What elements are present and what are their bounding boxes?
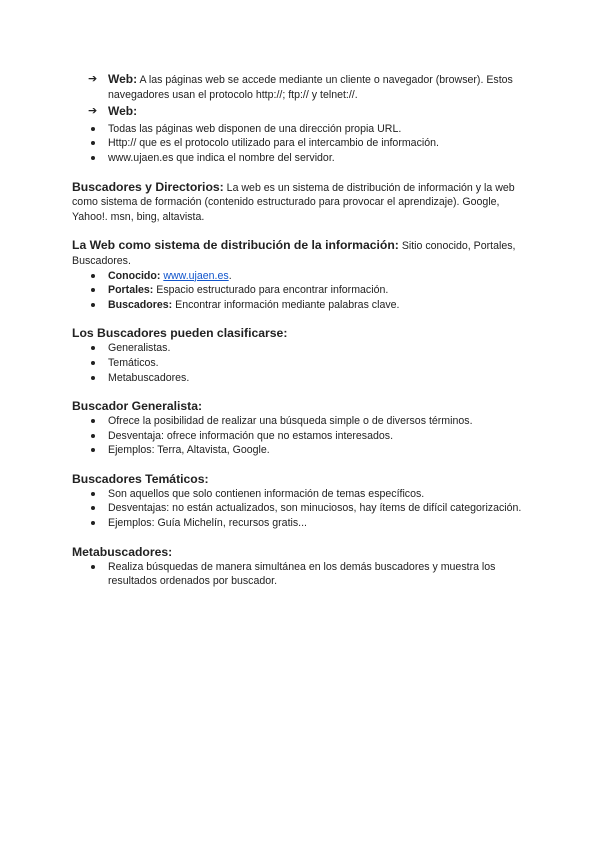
list-item-label: Portales: [108,284,154,297]
clasificacion-bullet-list [72,341,532,385]
list-item-text: Metabuscadores. [108,371,190,384]
list-item-text: Ejemplos: Guía Michelín, recursos gratis... [108,517,308,530]
section-heading: La Web como sistema de distribución de la información: [72,238,399,253]
section-heading: Buscador Generalista: [72,399,203,414]
list-item [72,341,532,356]
arrow-item-label: Web: [108,72,138,86]
bullet-icon [91,141,95,145]
bullet-icon [91,346,95,350]
bullet-icon [91,448,95,452]
list-item [72,151,532,166]
list-item [72,122,532,137]
list-item-text: Son aquellos que solo contienen información de temas específicos. [108,487,425,500]
list-item [72,443,532,458]
bullet-icon [91,288,95,292]
list-item [72,356,532,371]
list-item-text: Temáticos. [108,356,159,369]
list-item-text: Todas las páginas web disponen de una dirección propia URL. [108,122,402,135]
list-item-label: Buscadores: [108,298,173,311]
bullet-icon [91,156,95,160]
arrow-icon: ➔ [88,105,98,118]
list-item-text: . [228,269,232,282]
paragraph-text: Sitio conocido, Portales, Buscadores. [72,240,516,267]
list-item-text: www.ujaen.es que indica el nombre del servidor. [108,151,335,164]
bullet-icon [91,434,95,438]
list-item [72,516,532,531]
document-body [72,72,532,589]
list-item-text: Desventaja: ofrece información que no estamos interesados. [108,429,394,442]
tematicos-bullet-list [72,487,532,531]
section-heading: Los Buscadores pueden clasificarse: [72,326,288,341]
bullet-icon [91,506,95,510]
list-item [72,501,532,516]
bullet-icon [91,303,95,307]
list-item [72,136,532,151]
list-item-label: Conocido: [108,269,161,282]
bullet-icon [91,565,95,569]
bullet-icon [91,274,95,278]
bullet-icon [91,127,95,131]
section-heading: Buscadores y Directorios: [72,179,224,194]
list-item-text: Http:// que es el protocolo utilizado para el intercambio de información. [108,137,439,150]
bullet-icon [91,376,95,380]
generalista-bullet-list [72,414,532,458]
list-item [72,269,532,284]
bullet-icon [91,361,95,365]
bullet-icon [91,521,95,525]
paragraph-text: La web es un sistema de distribución de información y la web como sistema de formación (contenido estructurado para provocar el aprendizaje). Google, Yahoo!. msn, bing, altavista. [72,181,515,223]
intro-bullet-list [72,122,532,166]
list-item [72,283,532,298]
ujaen-link[interactable]: www.ujaen.es [163,269,229,282]
list-item-text: Generalistas. [108,342,171,355]
bullet-icon [91,419,95,423]
list-item-text: Encontrar información mediante palabras clave. [172,298,400,311]
arrow-item [72,72,532,102]
list-item [72,429,532,444]
web-sistema-paragraph [72,238,532,268]
bullet-icon [91,492,95,496]
list-item [72,487,532,502]
arrow-item-label: Web: [108,104,138,119]
list-item [72,371,532,386]
list-item-text: Ofrece la posibilidad de realizar una búsqueda simple o de diversos términos. [108,415,473,428]
list-item-text: Espacio estructurado para encontrar información. [153,284,389,297]
section-heading: Metabuscadores: [72,544,173,559]
list-item-text: Ejemplos: Terra, Altavista, Google. [108,444,270,457]
web-sistema-bullet-list [72,269,532,313]
metabuscadores-bullet-list [72,560,532,589]
list-item [72,298,532,313]
section-heading: Buscadores Temáticos: [72,471,209,486]
list-item-text: Realiza búsquedas de manera simultánea en los demás buscadores y muestra los resultados ordenados por buscador. [108,560,496,588]
arrow-item [72,104,532,120]
arrow-item-text: A las páginas web se accede mediante un cliente o navegador (browser). Estos navegadores usan el protocolo http://; ftp:// y telnet://. [108,74,513,101]
list-item [72,560,532,589]
list-item [72,414,532,429]
buscadores-directorios-paragraph [72,180,532,225]
list-item-text: Desventajas: no están actualizados, son minuciosos, hay ítems de difícil categorización. [108,502,522,515]
arrow-icon: ➔ [88,73,98,85]
